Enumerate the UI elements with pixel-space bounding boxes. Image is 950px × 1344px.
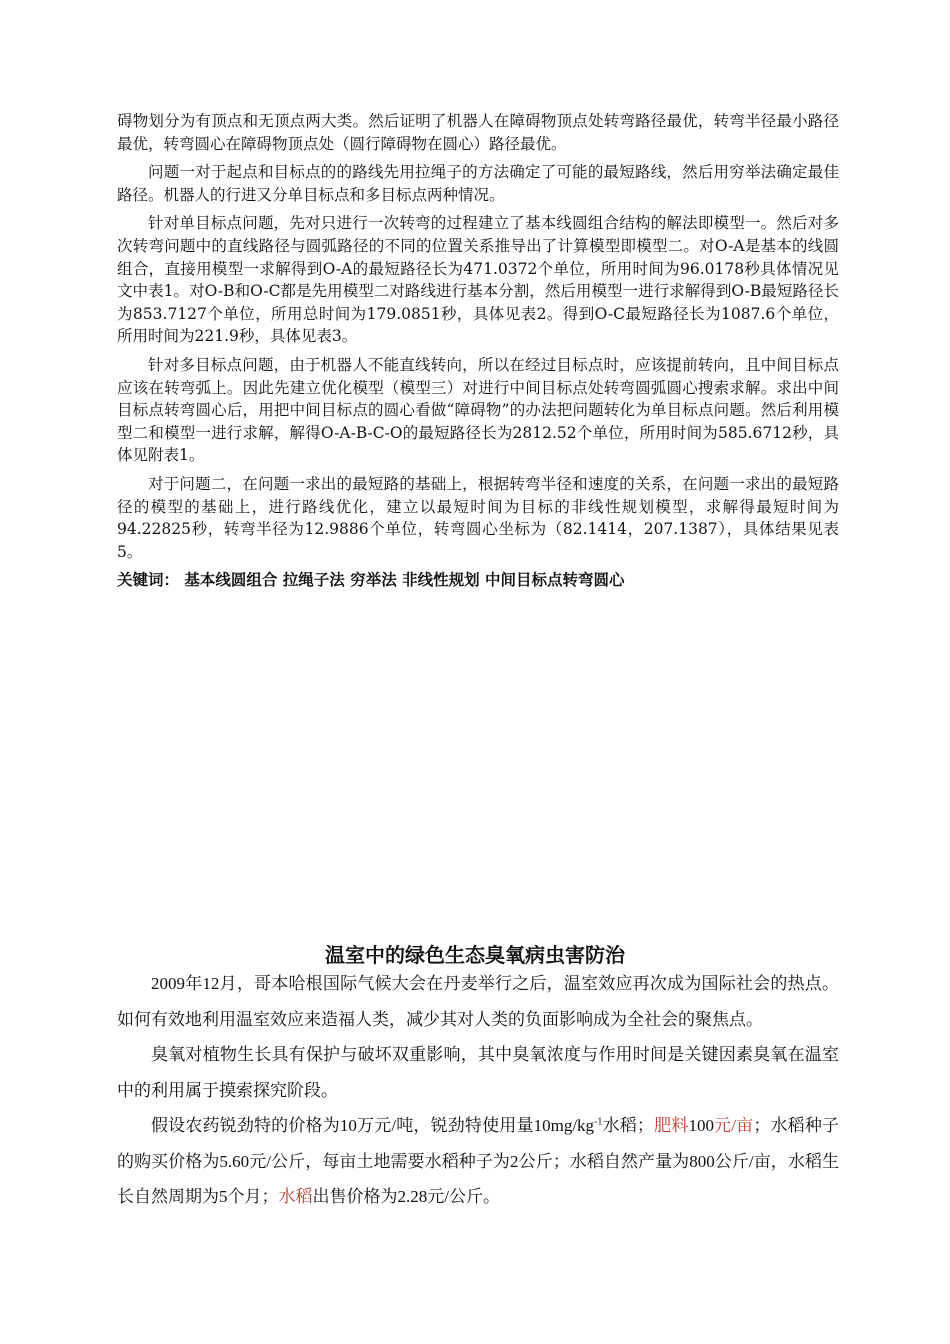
superscript: -1: [594, 1116, 603, 1128]
highlighted-text: 肥料: [653, 1116, 689, 1135]
paragraph: 2009年12月，哥本哈根国际气候大会在丹麦举行之后，温室效应再次成为国际社会的热点。如何有效地利用温室效应来造福人类，减少其对人类的负面影响成为全社会的聚焦点。: [117, 974, 839, 1029]
paragraph: 问题一对于起点和目标点的的路线先用拉绳子的方法确定了可能的最短路线，然后用穷举法确定最佳路径。机器人的行进又分单目标点和多目标点两种情况。: [117, 163, 839, 204]
keywords-line: 关键词： 基本线圆组合 拉绳子法 穷举法 非线性规划 中间目标点转弯圆心: [117, 571, 625, 590]
paragraph: 针对单目标点问题，先对只进行一次转弯的过程建立了基本线圆组合结构的解法即模型一。然后对多次转弯问题中的直线路径与圆弧路径的不同的位置关系推导出了计算模型即模型二。对O-A是基本的线圆组合，直接用模型一求解得到O-A的最短路径长为471.0372个单位，所用时间为96.0178秒具体情况见文中表1。对O-B和O-C都是先用模型二对路线进行基本分割，然后用模型一进行求解得到O-B最短路径长为853.7127个单位，所用总时间为179.0851秒，具体见表2。得到O-C最短路径长为1087.6个单位，所用时间为221.9秒，具体见表3。: [117, 214, 839, 346]
text-run: 100: [688, 1116, 714, 1135]
paragraph: [117, 1108, 839, 1215]
paragraph: 碍物划分为有顶点和无顶点两大类。然后证明了机器人在障碍物顶点处转弯路径最优，转弯半径最小路径最优，转弯圆心在障碍物顶点处（圆行障碍物在圆心）路径最优。: [117, 112, 839, 153]
highlighted-text: 水稻: [278, 1187, 313, 1206]
paragraph: 臭氧对植物生长具有保护与破坏双重影响，其中臭氧浓度与作用时间是关键因素臭氧在温室中的利用属于摸索探究阶段。: [117, 1045, 839, 1100]
paragraph: 针对多目标点问题，由于机器人不能直线转向，所以在经过目标点时，应该提前转向，且中间目标点应该在转弯弧上。因此先建立优化模型（模型三）对进行中间目标点处转弯圆弧圆心搜索求解。求出中间目标点转弯圆心后，用把中间目标点的圆心看做“障碍物”的办法把问题转化为单目标点问题。然后利用模型二和模型一进行求解，解得O-A-B-C-O的最短路径长为2812.52个单位，所用时间为585.6712秒，具体见附表1。: [117, 355, 839, 465]
body-section: [117, 966, 839, 1215]
paragraph: 对于问题二，在问题一求出的最短路的基础上，根据转弯半径和速度的关系，在问题一求出的最短路径的模型的基础上，进行路线优化，建立以最短时间为目标的非线性规划模型，求解得最短时间为94.22825秒，转弯半径为12.9886个单位，转弯圆心坐标为（82.1414，207.1387），具体结果见表5。: [117, 474, 839, 561]
abstract-section: [117, 110, 839, 592]
text-run: ；水稻种子的购买价格为5.60元/公斤，每亩土地需要水稻种子为2公斤；水稻自然产量为800公斤/亩，水稻生长自然周期为5个月；: [117, 1116, 840, 1206]
section-title: 温室中的绿色生态臭氧病虫害防治: [325, 943, 625, 967]
highlighted-text: 元/亩: [713, 1116, 754, 1135]
text-run: 水稻；: [602, 1116, 654, 1135]
text-run: 出售价格为2.28元/公斤。: [312, 1187, 500, 1206]
text-run: 假设农药锐劲特的价格为10万元/吨，锐劲特使用量10mg/kg: [151, 1116, 595, 1135]
